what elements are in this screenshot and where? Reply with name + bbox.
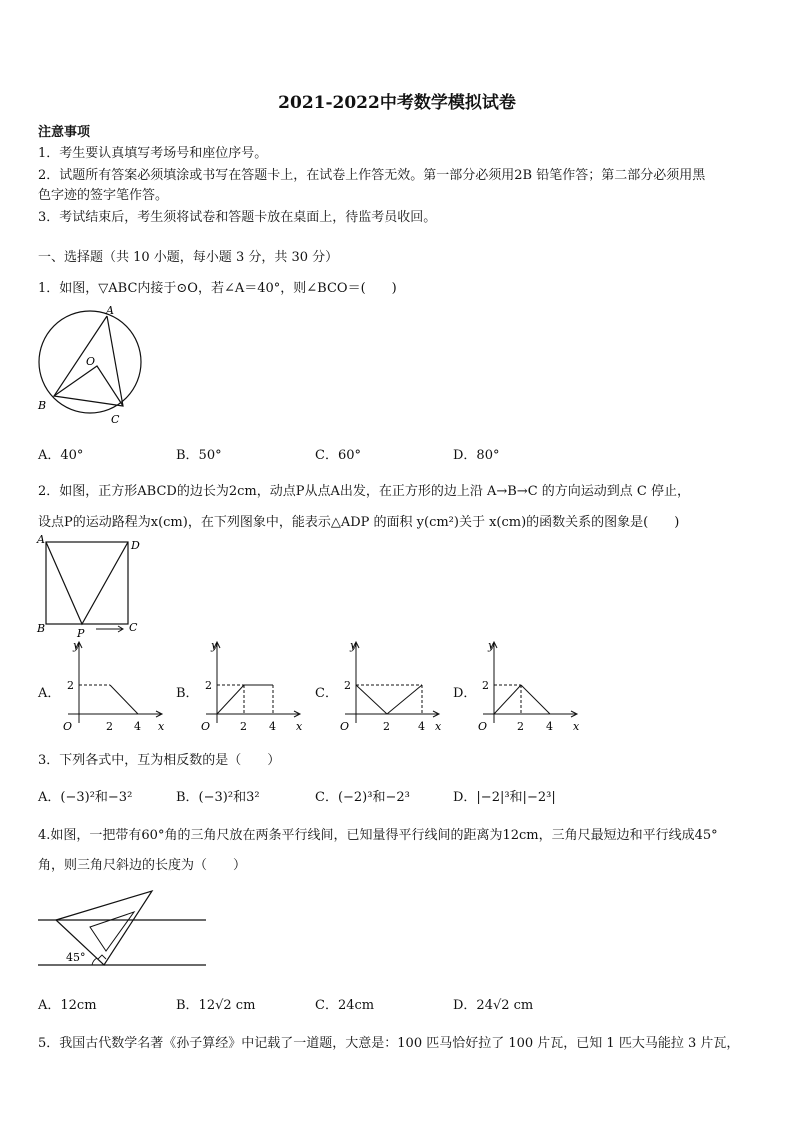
q4-option-c[interactable]: C．24cm: [315, 998, 375, 1013]
tick-label: 2: [344, 679, 351, 692]
section-heading: 一、选择题（共 10 小题，每小题 3 分，共 30 分）: [38, 250, 339, 265]
question-2-stem-line1: 2．如图，正方形ABCD的边长为2cm，动点P从点A出发，在正方形的边上沿 A→B→C 的方向运动到点 C 停止，: [38, 484, 690, 499]
label-d: D: [131, 539, 140, 552]
label-b: B: [37, 622, 46, 635]
q1-option-b[interactable]: B．50°: [176, 448, 222, 463]
q2-graph-b: [196, 635, 306, 735]
label-b: B: [38, 399, 47, 412]
q2-option-a[interactable]: A．: [38, 686, 61, 701]
graph-a-segment2: [110, 685, 138, 714]
triangle-adp: [46, 542, 128, 624]
notice-item: 2．试题所有答案必须填涂或书写在答题卡上，在试卷上作答无效。第一部分必须用2B 铅笔作答；第二部分必须用黑: [38, 168, 706, 183]
question-4-stem-line1: 4.如图，一把带有60°角的三角尺放在两条平行线间，已知量得平行线间的距离为12cm，三角尺最短边和平行线成45°: [38, 828, 718, 843]
label-c: C: [129, 621, 138, 634]
tick-label: 4: [269, 720, 276, 733]
q4-triangle-ruler-figure: [34, 885, 214, 975]
axis-label-y: y: [73, 639, 80, 652]
question-2-stem-line2: 设点P的运动路程为x(cm)，在下列图象中，能表示△ADP 的面积 y(cm²)关于 x(cm)的函数关系的图象是( ): [38, 515, 680, 530]
tick-label: 2: [517, 720, 524, 733]
axis-label-x: x: [158, 720, 165, 733]
notice-item: 1．考生要认真填写考场号和座位序号。: [38, 146, 268, 161]
tick-label: 2: [383, 720, 390, 733]
axis-label-y: y: [350, 639, 357, 652]
square-abcd: [46, 542, 128, 624]
q3-option-a[interactable]: A．(−3)²和−3²: [38, 790, 133, 805]
triangle-ruler-inner: [90, 912, 134, 951]
question-4-stem-line2: 角，则三角尺斜边的长度为（ ）: [38, 858, 247, 873]
origin-label: O: [63, 720, 73, 733]
label-c: C: [111, 413, 120, 426]
angle-label: 45°: [66, 951, 86, 964]
notice-heading: 注意事项: [38, 125, 91, 140]
axis-label-y: y: [488, 639, 495, 652]
tick-label: 2: [106, 720, 113, 733]
q2-option-d[interactable]: D．: [453, 686, 477, 701]
q2-square-figure: [34, 530, 154, 640]
q4-option-b[interactable]: B．12√2 cm: [176, 998, 256, 1013]
origin-label: O: [340, 720, 350, 733]
q2-option-b[interactable]: B．: [176, 686, 199, 701]
q3-option-b[interactable]: B．(−3)²和3²: [176, 790, 260, 805]
notice-item: 3．考试结束后，考生须将试卷和答题卡放在桌面上，待监考员收回。: [38, 210, 437, 225]
axis-label-y: y: [211, 639, 218, 652]
tick-label: 2: [67, 679, 74, 692]
label-a: A: [37, 533, 45, 546]
label-a: A: [106, 304, 114, 317]
radii-ob-oc: [54, 366, 123, 406]
right-angle-mark: [98, 955, 106, 959]
question-5-stem: 5．我国古代数学名著《孙子算经》中记载了一道题，大意是：100 匹马恰好拉了 100 片瓦，已知 1 匹大马能拉 3 片瓦，: [38, 1036, 740, 1051]
q1-circle-figure: [34, 303, 144, 428]
label-o: O: [86, 355, 96, 368]
angle-arc: [92, 958, 97, 965]
page-title: 2021-2022中考数学模拟试卷: [278, 93, 516, 113]
axis-label-x: x: [296, 720, 303, 733]
tick-label: 4: [546, 720, 553, 733]
axis-label-x: x: [435, 720, 442, 733]
q2-graph-d: [473, 635, 583, 735]
q1-option-d[interactable]: D．80°: [453, 448, 500, 463]
q4-option-d[interactable]: D．24√2 cm: [453, 998, 534, 1013]
q4-option-a[interactable]: A．12cm: [38, 998, 97, 1013]
tick-label: 2: [482, 679, 489, 692]
q3-option-c[interactable]: C．(−2)³和−2³: [315, 790, 410, 805]
tick-label: 4: [418, 720, 425, 733]
notice-item: 色字迹的签字笔作答。: [38, 188, 169, 203]
tick-label: 4: [134, 720, 141, 733]
origin-label: O: [201, 720, 211, 733]
q2-option-c[interactable]: C．: [315, 686, 338, 701]
question-3-stem: 3．下列各式中，互为相反数的是（ ）: [38, 753, 281, 768]
axis-label-x: x: [573, 720, 580, 733]
label-p: P: [77, 627, 85, 640]
question-1-stem: 1．如图，▽ABC内接于⊙O，若∠A＝40°，则∠BCO＝( ): [38, 281, 397, 296]
origin-label: O: [478, 720, 488, 733]
q1-option-a[interactable]: A．40°: [38, 448, 84, 463]
q3-option-d[interactable]: D．|−2|³和|−2³|: [453, 790, 556, 805]
tick-label: 2: [205, 679, 212, 692]
q2-graph-c: [335, 635, 445, 735]
tick-label: 2: [240, 720, 247, 733]
q2-graph-a: [58, 635, 168, 735]
q1-option-c[interactable]: C．60°: [315, 448, 361, 463]
